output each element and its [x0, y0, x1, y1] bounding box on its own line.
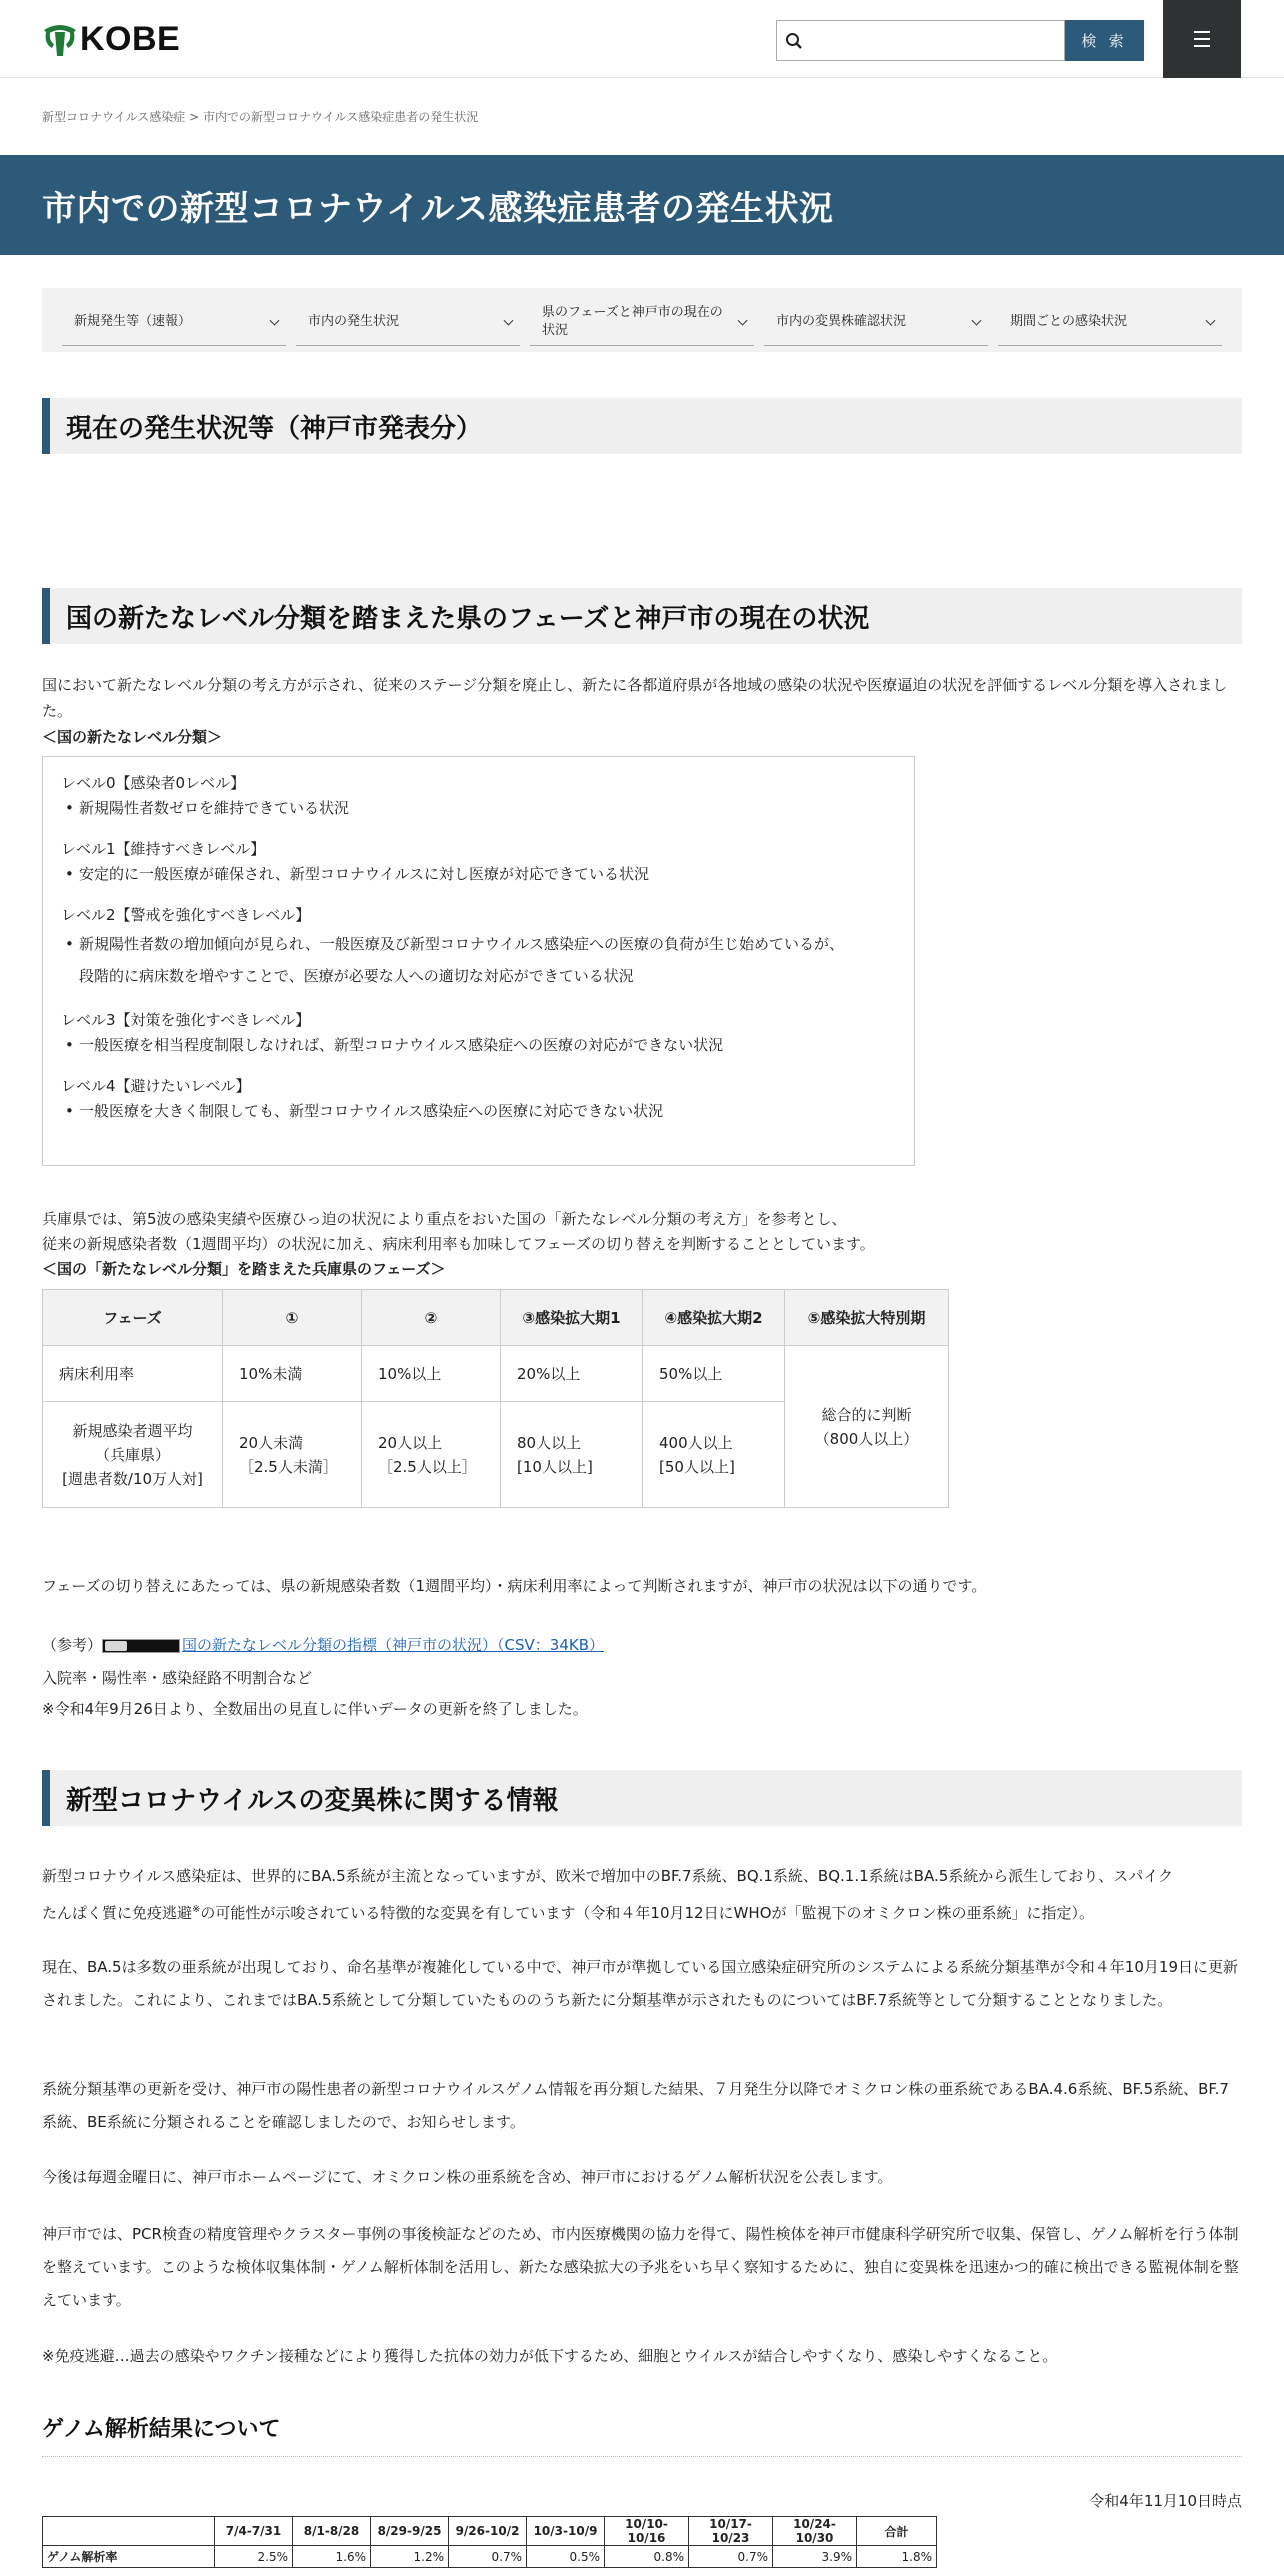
tab-label: 県のフェーズと神戸市の現在の状況	[542, 304, 723, 338]
text-span: たんぱく質に免疫逃避	[42, 1904, 193, 1922]
table-header: 10/17-10/23	[689, 2517, 773, 2546]
table-header: 9/26-10/2	[449, 2517, 527, 2546]
logo-text: KOBE	[80, 20, 181, 58]
chevron-down-icon	[504, 315, 514, 325]
breadcrumb[interactable]: 新型コロナウイルス感染症 > 市内での新型コロナウイルス感染症患者の発生状況	[42, 110, 479, 124]
text-span: の可能性が示唆されている特徴的な変異を有しています（令和４年10月12日にWHOが「監視下のオミクロン株の亜系統」に指定）。	[200, 1904, 1095, 1922]
cell-line: ［2.5人未満］	[239, 1457, 338, 1476]
variant-paragraph-4: 今後は毎週金曜日に、神戸市ホームページにて、オミクロン株の亜系統を含め、神戸市におけるゲノム解析状況を公表します。	[42, 2168, 893, 2186]
footnote-mark: ※	[192, 1904, 201, 1915]
tab-period[interactable]	[998, 298, 1222, 346]
tab-phase[interactable]	[530, 298, 754, 346]
level-item: • 新規陽性者数の増加傾向が見られ、一般医療及び新型コロナウイルス感染症への医療の負荷が生じ始めているが、	[61, 928, 896, 960]
phase-switch-text: フェーズの切り替えにあたっては、県の新規感染者数（1週間平均）・病床利用率によって判断されますが、神戸市の状況は以下の通りです。	[42, 1577, 987, 1595]
table-header: 10/3-10/9	[527, 2517, 605, 2546]
level-item: • 新規陽性者数ゼロを維持できている状況	[61, 796, 896, 821]
level-title: レベル3【対策を強化すべきレベル】	[61, 1011, 311, 1029]
variant-paragraph-5: 神戸市では、PCR検査の精度管理やクラスター事例の事後検証などのため、市内医療機関の協力を得て、陽性検体を神戸市健康科学研究所で収集、保管し、ゲノム解析を行う体制を整えています。このような検体収集体制・ゲノム解析体制を活用し、新たな感染拡大の予兆をいち早く察知するために、独自に変異株を迅速かつ的確に検出できる監視体制を整えています。	[42, 2225, 1239, 2309]
phase-table	[42, 1289, 949, 1508]
level-item: • 安定的に一般医療が確保され、新型コロナウイルスに対し医療が対応できている状況	[61, 862, 896, 887]
cell-line: [10人以上]	[517, 1457, 593, 1476]
table-header: 合計	[857, 2517, 937, 2546]
level-title: レベル4【避けたいレベル】	[61, 1077, 251, 1095]
table-header: ④感染拡大期2	[643, 1290, 785, 1346]
variant-paragraph-3: 系統分類基準の更新を受け、神戸市の陽性患者の新型コロナウイルスゲノム情報を再分類した結果、７月発生分以降でオミクロン株の亜系統であるBA.4.6系統、BF.5系統、BF.7系統、BE系統に分類されることを確認しましたので、お知らせします。	[42, 2080, 1229, 2131]
merged-line: 総合的に判断	[821, 1405, 912, 1424]
search-button[interactable]: 検 索	[1065, 20, 1144, 61]
table-header: 10/24-10/30	[773, 2517, 857, 2546]
level-4	[61, 1074, 896, 1124]
level-0	[61, 771, 896, 821]
table-cell: 病床利用率	[43, 1346, 223, 1402]
table-header: ⑤感染拡大特別期	[785, 1290, 949, 1346]
merged-line: （800人以上）	[814, 1429, 919, 1448]
cell-line: （兵庫県）	[94, 1445, 170, 1464]
tab-new-cases[interactable]	[62, 298, 286, 346]
table-cell: 50%以上	[643, 1346, 785, 1402]
tab-label: 市内の発生状況	[308, 313, 400, 329]
level-2	[61, 903, 896, 992]
table-cell	[501, 1402, 643, 1508]
cell-line: 80人以上	[517, 1433, 582, 1452]
level-box	[42, 756, 915, 1166]
variant-paragraph-1	[42, 1860, 1242, 1930]
table-cell: 1.8%	[857, 2546, 937, 2568]
table-header: 8/1-8/28	[293, 2517, 371, 2546]
table-cell	[362, 1402, 501, 1508]
cell-line: ［2.5人以上］	[378, 1457, 477, 1476]
tab-city-status[interactable]	[296, 298, 520, 346]
page-title: 市内での新型コロナウイルス感染症患者の発生状況	[42, 189, 834, 229]
tab-variants[interactable]	[764, 298, 988, 346]
levels-intro: 国において新たなレベル分類の考え方が示され、従来のステージ分類を廃止し、新たに各都道府県が各地域の感染の状況や医療逼迫の状況を評価するレベル分類を導入されました。	[42, 676, 1228, 720]
genome-table	[42, 2516, 937, 2568]
chevron-down-icon	[1206, 315, 1216, 325]
section-heading-current: 現在の発生状況等（神戸市発表分）	[42, 398, 1242, 454]
table-cell: 2.5%	[215, 2546, 293, 2568]
genome-date: 令和4年11月10日時点	[1089, 2492, 1242, 2510]
tab-label: 新規発生等（速報）	[74, 313, 192, 329]
national-level-label: ＜国の新たなレベル分類＞	[42, 728, 223, 746]
cell-line: 新規感染者週平均	[72, 1421, 193, 1440]
genome-heading: ゲノム解析結果について	[42, 2417, 281, 2442]
table-header: ①	[223, 1290, 362, 1346]
search-box	[776, 20, 1065, 61]
chevron-down-icon	[270, 315, 280, 325]
tab-label: 市内の変異株確認状況	[776, 313, 907, 329]
table-cell	[643, 1402, 785, 1508]
divider	[42, 2456, 1242, 2457]
cell-line: [週患者数/10万人対]	[62, 1469, 203, 1488]
reference-prefix: （参考）	[42, 1636, 103, 1654]
reference-line-3: ※令和4年9月26日より、全数届出の見直しに伴いデータの更新を終了しました。	[42, 1700, 588, 1718]
table-header	[43, 2517, 215, 2546]
cell-line: [50人以上]	[659, 1457, 735, 1476]
cell-line: 20人未満	[239, 1433, 304, 1452]
site-header	[0, 0, 1284, 78]
table-cell: ゲノム解析率	[43, 2546, 215, 2568]
cell-line: 400人以上	[659, 1433, 733, 1452]
table-row	[43, 2546, 937, 2568]
table-cell	[43, 1402, 223, 1508]
table-cell: 10%以上	[362, 1346, 501, 1402]
search-icon	[777, 21, 811, 60]
table-header: 8/29-9/25	[371, 2517, 449, 2546]
table-cell: 0.7%	[449, 2546, 527, 2568]
table-cell: 0.8%	[605, 2546, 689, 2568]
table-cell: 0.5%	[527, 2546, 605, 2568]
paragraph-line: 新型コロナウイルス感染症は、世界的にBA.5系統が主流となっていますが、欧米で増加中のBF.7系統、BQ.1系統、BQ.1.1系統はBA.5系統から派生しており、スパイク	[42, 1867, 1173, 1885]
table-cell: 1.6%	[293, 2546, 371, 2568]
hyogo-text-1: 兵庫県では、第5波の感染実績や医療ひっ迫の状況により重点をおいた国の「新たなレベル分類の考え方」を参考とし、	[42, 1210, 847, 1228]
table-cell: 3.9%	[773, 2546, 857, 2568]
hamburger-icon[interactable]	[1163, 0, 1241, 78]
level-item: • 一般医療を大きく制限しても、新型コロナウイルス感染症への医療に対応できない状況	[61, 1099, 896, 1124]
section-heading-levels: 国の新たなレベル分類を踏まえた県のフェーズと神戸市の現在の状況	[42, 588, 1242, 644]
page-tab-nav	[42, 288, 1242, 352]
table-header-row	[43, 2517, 937, 2546]
table-header: 10/10-10/16	[605, 2517, 689, 2546]
reference-line	[42, 1632, 1242, 1658]
cc-license-icon	[102, 1639, 180, 1653]
table-cell-merged	[785, 1346, 949, 1508]
level-3	[61, 1008, 896, 1058]
reference-csv-link[interactable]: 国の新たなレベル分類の指標（神戸市の状況）（CSV：34KB）	[182, 1636, 604, 1654]
level-item-cont: 段階的に病床数を増やすことで、医療が必要な人への適切な対応ができている状況	[79, 967, 634, 985]
table-header: 7/4-7/31	[215, 2517, 293, 2546]
hyogo-phase-label: ＜国の「新たなレベル分類」を踏まえた兵庫県のフェーズ＞	[42, 1260, 446, 1278]
table-cell: 1.2%	[371, 2546, 449, 2568]
title-band	[0, 155, 1284, 255]
kobe-logo-mark-icon	[42, 22, 78, 56]
table-header-row	[43, 1290, 949, 1346]
level-title: レベル0【感染者0レベル】	[61, 774, 246, 792]
level-title: レベル1【維持すべきレベル】	[61, 840, 266, 858]
table-cell	[223, 1402, 362, 1508]
table-header: ②	[362, 1290, 501, 1346]
chevron-down-icon	[972, 315, 982, 325]
section-heading-variants: 新型コロナウイルスの変異株に関する情報	[42, 1770, 1242, 1826]
level-item: • 一般医療を相当程度制限しなければ、新型コロナウイルス感染症への医療の対応ができない状況	[61, 1033, 896, 1058]
chevron-down-icon	[738, 315, 748, 325]
immune-escape-note: ※免疫逃避…過去の感染やワクチン接種などにより獲得した抗体の効力が低下するため、細胞とウイルスが結合しやすくなり、感染しやすくなること。	[42, 2347, 1058, 2365]
kobe-logo[interactable]	[42, 22, 180, 56]
table-cell: 0.7%	[689, 2546, 773, 2568]
cell-line: 20人以上	[378, 1433, 443, 1452]
table-row	[43, 1346, 949, 1402]
reference-line-2: 入院率・陽性率・感染経路不明割合など	[42, 1669, 313, 1687]
table-header: ③感染拡大期1	[501, 1290, 643, 1346]
variant-paragraph-2: 現在、BA.5は多数の亜系統が出現しており、命名基準が複雑化している中で、神戸市が準拠している国立感染症研究所のシステムによる系統分類基準が令和４年10月19日に更新されました。これにより、これまではBA.5系統として分類していたもののうち新たに分類基準が示されたものについてはBF.7系統等として分類することとなりました。	[42, 1958, 1238, 2009]
table-header: フェーズ	[43, 1290, 223, 1346]
tab-label: 期間ごとの感染状況	[1010, 313, 1128, 329]
paragraph-line	[42, 1893, 1242, 1930]
table-cell: 20%以上	[501, 1346, 643, 1402]
table-cell: 10%未満	[223, 1346, 362, 1402]
hyogo-text-2: 従来の新規感染者数（1週間平均）の状況に加え、病床利用率も加味してフェーズの切り替えを判断することとしています。	[42, 1235, 875, 1253]
search-input[interactable]	[811, 21, 1064, 60]
level-1	[61, 837, 896, 887]
level-title: レベル2【警戒を強化すべきレベル】	[61, 906, 311, 924]
